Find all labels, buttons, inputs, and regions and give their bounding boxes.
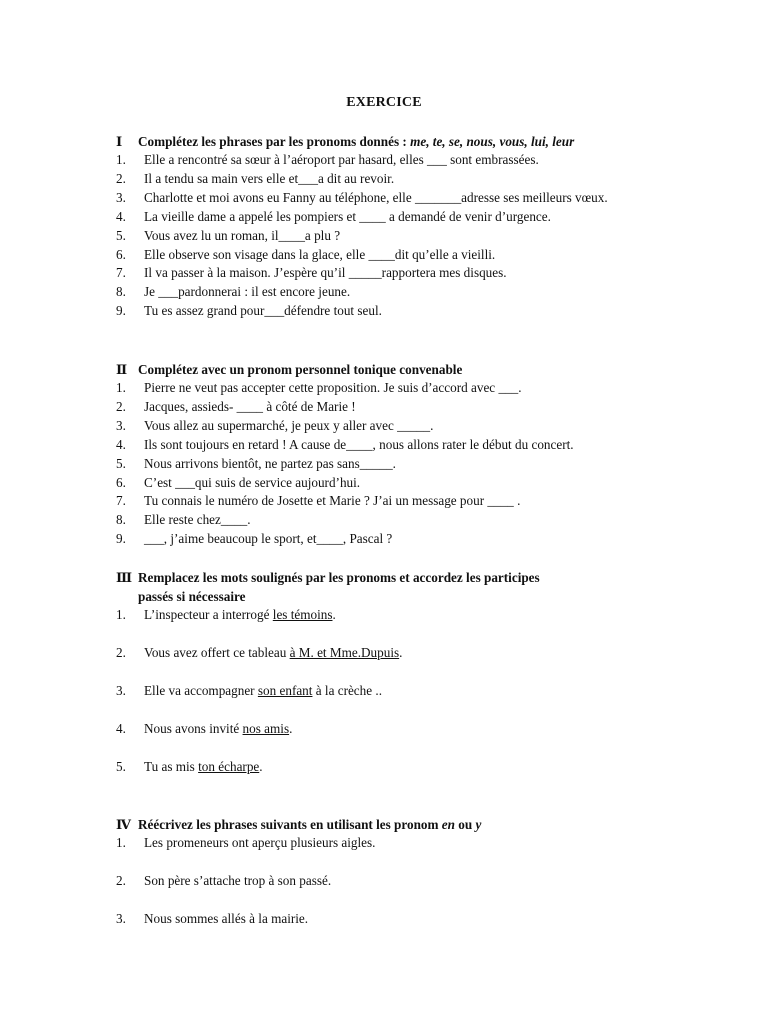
item-text: Jacques, assieds- ____ à côté de Marie ! bbox=[144, 398, 356, 414]
item-text: Elle a rencontré sa sœur à l’aéroport par hasard, elles ___ sont embrassées. bbox=[144, 152, 539, 167]
item-text: Nous arrivons bientôt, ne partez pas sans_____. bbox=[144, 455, 396, 471]
item-number: 5. bbox=[116, 758, 126, 774]
section-1-numeral: Ⅰ bbox=[116, 134, 123, 149]
item-number: 9. bbox=[116, 303, 126, 319]
item-text: Nous avons invité bbox=[144, 720, 243, 736]
item-text: Elle reste chez____. bbox=[144, 512, 251, 528]
section-1 bbox=[116, 132, 652, 321]
list-item bbox=[116, 682, 652, 701]
item-text: Pierre ne veut pas accepter cette proposition. Je suis d’accord avec ___. bbox=[144, 380, 522, 395]
item-number: 7. bbox=[116, 493, 126, 509]
list-item bbox=[116, 872, 652, 891]
section-4 bbox=[116, 815, 652, 929]
section-1-heading-text: Complétez les phrases par les pronoms donnés : bbox=[138, 134, 411, 149]
section-4-list bbox=[116, 834, 652, 929]
list-item bbox=[116, 246, 652, 265]
item-number: 3. bbox=[116, 189, 126, 205]
page-title: EXERCICE bbox=[346, 95, 422, 110]
list-item bbox=[116, 436, 652, 455]
item-number: 1. bbox=[116, 607, 126, 622]
item-number: 3. bbox=[116, 682, 126, 698]
item-text: Je ___pardonnerai : il est encore jeune. bbox=[144, 284, 351, 300]
section-3-list bbox=[116, 606, 652, 777]
section-2 bbox=[116, 360, 652, 549]
section-1-list bbox=[116, 151, 652, 321]
item-text: Vous avez lu un roman, il____a plu ? bbox=[144, 227, 341, 243]
item-text: Tu connais le numéro de Josette et Marie ? J’ai un message pour ____ . bbox=[144, 493, 521, 509]
item-number: 9. bbox=[116, 531, 126, 547]
item-text-end: à la crèche .. bbox=[312, 682, 383, 698]
item-number: 4. bbox=[116, 208, 126, 224]
underlined-words: ton écharpe bbox=[198, 758, 260, 774]
item-text: Ils sont toujours en retard ! A cause de____, nous allons rater le début du concert. bbox=[144, 436, 574, 452]
list-item bbox=[116, 474, 652, 493]
item-text: Nous sommes allés à la mairie. bbox=[144, 910, 309, 926]
item-number: 2. bbox=[116, 644, 126, 660]
item-text: C’est ___qui suis de service aujourd’hui. bbox=[144, 474, 361, 490]
list-item bbox=[116, 170, 652, 189]
item-text-end: . bbox=[332, 607, 336, 622]
list-item bbox=[116, 264, 652, 283]
section-2-heading bbox=[116, 360, 652, 379]
list-item bbox=[116, 227, 652, 246]
section-1-heading bbox=[116, 132, 652, 151]
section-2-numeral: Ⅱ bbox=[116, 362, 128, 377]
list-item bbox=[116, 398, 652, 417]
item-text: Elle va accompagner bbox=[144, 682, 258, 698]
item-number: 4. bbox=[116, 720, 126, 736]
section-4-numeral: Ⅳ bbox=[116, 817, 131, 832]
list-item bbox=[116, 283, 652, 302]
section-4-heading-text: Réécrivez les phrases suivants en utilisant les pronom bbox=[138, 817, 442, 832]
list-item bbox=[116, 511, 652, 530]
item-number: 8. bbox=[116, 512, 126, 528]
item-number: 1. bbox=[116, 152, 126, 167]
list-item bbox=[116, 606, 652, 625]
underlined-words: à M. et Mme.Dupuis bbox=[289, 644, 400, 660]
section-3-heading bbox=[116, 568, 652, 606]
list-item bbox=[116, 530, 652, 549]
underlined-words: nos amis bbox=[242, 720, 290, 736]
item-text: La vieille dame a appelé les pompiers et ____ a demandé de venir d’urgence. bbox=[144, 208, 551, 224]
list-item bbox=[116, 834, 652, 853]
item-text: L’inspecteur a interrogé bbox=[144, 607, 273, 622]
list-item bbox=[116, 379, 652, 398]
list-item bbox=[116, 417, 652, 436]
item-number: 5. bbox=[116, 227, 126, 243]
item-text-end: . bbox=[259, 758, 263, 774]
list-item bbox=[116, 492, 652, 511]
list-item bbox=[116, 720, 652, 739]
item-number: 7. bbox=[116, 265, 126, 281]
item-text: Tu es assez grand pour___défendre tout seul. bbox=[144, 303, 382, 319]
item-text: Charlotte et moi avons eu Fanny au téléphone, elle _______adresse ses meilleurs vœux. bbox=[144, 189, 608, 205]
section-3 bbox=[116, 568, 652, 777]
item-number: 1. bbox=[116, 835, 126, 850]
item-number: 3. bbox=[116, 417, 126, 433]
item-number: 8. bbox=[116, 284, 126, 300]
section-3-heading-line-1: Remplacez les mots soulignés par les pronoms et accordez les participes bbox=[138, 570, 540, 585]
list-item bbox=[116, 151, 652, 170]
item-number: 5. bbox=[116, 455, 126, 471]
list-item bbox=[116, 302, 652, 321]
item-text: Elle observe son visage dans la glace, elle ____dit qu’elle a vieilli. bbox=[144, 246, 496, 262]
item-number: 1. bbox=[116, 380, 126, 395]
item-text: Il va passer à la maison. J’espère qu’il _____rapportera mes disques. bbox=[144, 265, 507, 281]
pronoun-en: en bbox=[441, 817, 455, 832]
item-number: 2. bbox=[116, 170, 126, 186]
item-text: Vous avez offert ce tableau bbox=[144, 644, 290, 660]
underlined-words: son enfant bbox=[257, 682, 313, 698]
item-number: 2. bbox=[116, 398, 126, 414]
underlined-words: les témoins bbox=[272, 607, 333, 622]
item-number: 3. bbox=[116, 910, 126, 926]
item-number: 2. bbox=[116, 872, 126, 888]
item-number: 4. bbox=[116, 436, 126, 452]
item-text: Les promeneurs ont aperçu plusieurs aigles. bbox=[144, 835, 376, 850]
section-3-numeral: Ⅲ bbox=[116, 570, 133, 585]
section-3-heading-line-2: passés si nécessaire bbox=[138, 589, 246, 604]
section-2-heading-text: Complétez avec un pronom personnel tonique convenable bbox=[138, 362, 463, 377]
item-text: Son père s’attache trop à son passé. bbox=[144, 872, 332, 888]
list-item bbox=[116, 758, 652, 777]
item-text: Tu as mis bbox=[144, 758, 199, 774]
pronoun-y: y bbox=[475, 817, 482, 832]
item-text: Vous allez au supermarché, je peux y aller avec _____. bbox=[144, 417, 434, 433]
section-4-heading-or: ou bbox=[454, 817, 476, 832]
section-1-pronoun-list: me, te, se, nous, vous, lui, leur bbox=[410, 134, 575, 149]
item-number: 6. bbox=[116, 474, 126, 490]
list-item bbox=[116, 208, 652, 227]
item-text-end: . bbox=[399, 644, 403, 660]
list-item bbox=[116, 455, 652, 474]
item-text: ___, j’aime beaucoup le sport, et____, Pascal ? bbox=[144, 531, 393, 547]
list-item bbox=[116, 644, 652, 663]
list-item bbox=[116, 910, 652, 929]
section-2-list bbox=[116, 379, 652, 549]
section-4-heading bbox=[116, 815, 652, 834]
list-item bbox=[116, 189, 652, 208]
item-text-end: . bbox=[289, 720, 293, 736]
item-number: 6. bbox=[116, 246, 126, 262]
item-text: Il a tendu sa main vers elle et___a dit au revoir. bbox=[144, 170, 395, 186]
